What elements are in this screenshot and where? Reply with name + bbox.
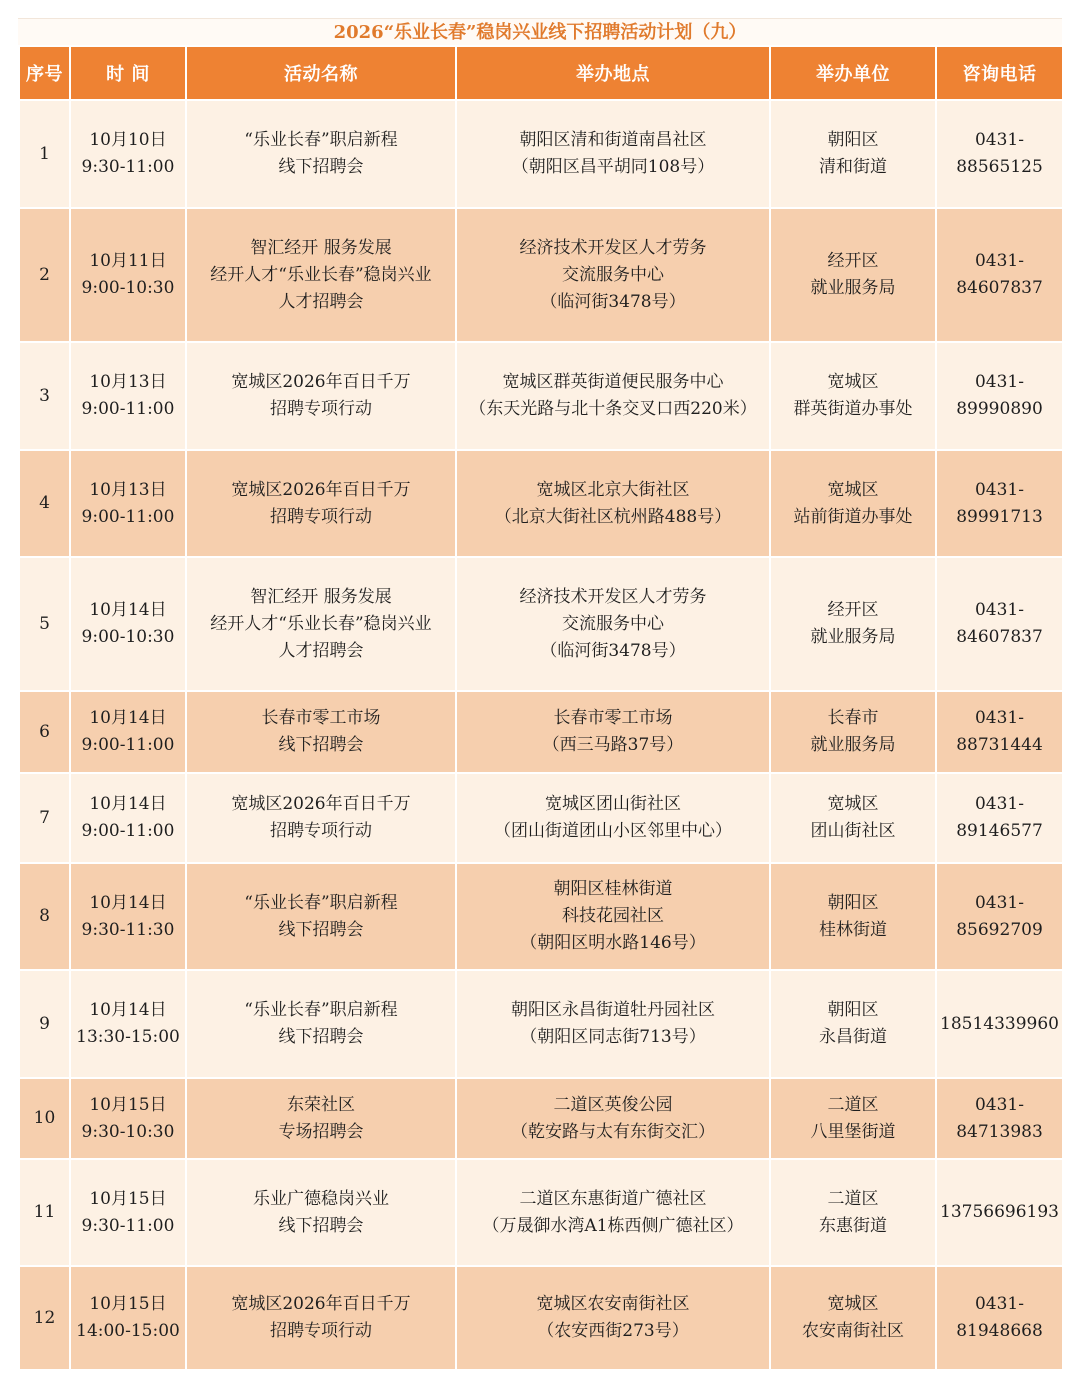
cell-organizer: 二道区 东惠街道 <box>770 1159 936 1266</box>
cell-location: 二道区东惠街道广德社区 （万晟御水湾A1栋西侧广德社区） <box>456 1159 770 1266</box>
cell-location: 宽城区群英街道便民服务中心 （东天光路与北十条交叉口西220米） <box>456 342 770 450</box>
cell-location: 宽城区农安南街社区 （农安西街273号） <box>456 1266 770 1370</box>
cell-index: 1 <box>19 100 70 208</box>
cell-index: 2 <box>19 208 70 342</box>
cell-activity-name: 宽城区2026年百日千万 招聘专项行动 <box>186 342 456 450</box>
cell-phone: 18514339960 <box>936 970 1063 1078</box>
cell-activity-name: 宽城区2026年百日千万 招聘专项行动 <box>186 1266 456 1370</box>
cell-time: 10月14日 9:00-11:00 <box>70 691 186 773</box>
cell-index: 12 <box>19 1266 70 1370</box>
cell-phone: 0431- 84607837 <box>936 557 1063 691</box>
cell-index: 10 <box>19 1078 70 1159</box>
table-row <box>19 1266 1063 1370</box>
cell-activity-name: “乐业长春”职启新程 线下招聘会 <box>186 100 456 208</box>
cell-organizer: 宽城区 站前街道办事处 <box>770 450 936 557</box>
cell-organizer: 宽城区 团山街社区 <box>770 773 936 863</box>
cell-index: 4 <box>19 450 70 557</box>
table-row <box>19 450 1063 557</box>
cell-activity-name: 东荣社区 专场招聘会 <box>186 1078 456 1159</box>
table-header <box>19 46 1063 100</box>
cell-location: 宽城区团山街社区 （团山街道团山小区邻里中心） <box>456 773 770 863</box>
table-row <box>19 100 1063 208</box>
cell-index: 11 <box>19 1159 70 1266</box>
cell-time: 10月14日 13:30-15:00 <box>70 970 186 1078</box>
header-index: 序号 <box>19 46 70 100</box>
table-row <box>19 691 1063 773</box>
table-row <box>19 1078 1063 1159</box>
cell-organizer: 经开区 就业服务局 <box>770 208 936 342</box>
cell-organizer: 宽城区 群英街道办事处 <box>770 342 936 450</box>
cell-location: 朝阳区清和街道南昌社区 （朝阳区昌平胡同108号） <box>456 100 770 208</box>
cell-activity-name: “乐业长春”职启新程 线下招聘会 <box>186 970 456 1078</box>
header-phone: 咨询电话 <box>936 46 1063 100</box>
cell-time: 10月14日 9:00-11:00 <box>70 773 186 863</box>
cell-organizer: 朝阳区 桂林街道 <box>770 863 936 970</box>
cell-phone: 0431- 88565125 <box>936 100 1063 208</box>
cell-index: 8 <box>19 863 70 970</box>
cell-time: 10月14日 9:00-10:30 <box>70 557 186 691</box>
cell-organizer: 经开区 就业服务局 <box>770 557 936 691</box>
cell-organizer: 长春市 就业服务局 <box>770 691 936 773</box>
cell-index: 3 <box>19 342 70 450</box>
cell-index: 6 <box>19 691 70 773</box>
cell-phone: 0431- 85692709 <box>936 863 1063 970</box>
cell-location: 经济技术开发区人才劳务 交流服务中心 （临河街3478号） <box>456 557 770 691</box>
cell-organizer: 宽城区 农安南街社区 <box>770 1266 936 1370</box>
table-row <box>19 342 1063 450</box>
cell-time: 10月11日 9:00-10:30 <box>70 208 186 342</box>
cell-phone: 0431- 84607837 <box>936 208 1063 342</box>
cell-phone: 0431- 89990890 <box>936 342 1063 450</box>
cell-activity-name: 宽城区2026年百日千万 招聘专项行动 <box>186 773 456 863</box>
cell-time: 10月15日 9:30-11:00 <box>70 1159 186 1266</box>
header-time: 时 间 <box>70 46 186 100</box>
cell-organizer: 朝阳区 永昌街道 <box>770 970 936 1078</box>
header-organizer: 举办单位 <box>770 46 936 100</box>
cell-phone: 0431- 89991713 <box>936 450 1063 557</box>
page-title: 2026“乐业长春”稳岗兴业线下招聘活动计划（九） <box>18 18 1062 45</box>
cell-activity-name: “乐业长春”职启新程 线下招聘会 <box>186 863 456 970</box>
cell-phone: 0431- 81948668 <box>936 1266 1063 1370</box>
cell-location: 朝阳区桂林街道 科技花园社区 （朝阳区明水路146号） <box>456 863 770 970</box>
table-row <box>19 208 1063 342</box>
cell-phone: 0431- 84713983 <box>936 1078 1063 1159</box>
cell-index: 9 <box>19 970 70 1078</box>
table-row <box>19 970 1063 1078</box>
cell-location: 经济技术开发区人才劳务 交流服务中心 （临河街3478号） <box>456 208 770 342</box>
cell-organizer: 朝阳区 清和街道 <box>770 100 936 208</box>
cell-activity-name: 智汇经开 服务发展 经开人才“乐业长春”稳岗兴业 人才招聘会 <box>186 557 456 691</box>
cell-index: 7 <box>19 773 70 863</box>
cell-location: 长春市零工市场 （西三马路37号） <box>456 691 770 773</box>
cell-phone: 0431- 89146577 <box>936 773 1063 863</box>
cell-time: 10月14日 9:30-11:30 <box>70 863 186 970</box>
cell-location: 宽城区北京大街社区 （北京大街社区杭州路488号） <box>456 450 770 557</box>
header-row <box>19 46 1063 100</box>
cell-location: 二道区英俊公园 （乾安路与太有东街交汇） <box>456 1078 770 1159</box>
cell-organizer: 二道区 八里堡街道 <box>770 1078 936 1159</box>
cell-activity-name: 宽城区2026年百日千万 招聘专项行动 <box>186 450 456 557</box>
cell-time: 10月13日 9:00-11:00 <box>70 342 186 450</box>
table-row <box>19 1159 1063 1266</box>
cell-activity-name: 长春市零工市场 线下招聘会 <box>186 691 456 773</box>
table-body <box>19 100 1063 1370</box>
cell-time: 10月13日 9:00-11:00 <box>70 450 186 557</box>
cell-location: 朝阳区永昌街道牡丹园社区 （朝阳区同志街713号） <box>456 970 770 1078</box>
cell-time: 10月10日 9:30-11:00 <box>70 100 186 208</box>
cell-index: 5 <box>19 557 70 691</box>
table-row <box>19 557 1063 691</box>
schedule-table <box>18 45 1064 1371</box>
header-location: 举办地点 <box>456 46 770 100</box>
table-row <box>19 863 1063 970</box>
cell-phone: 13756696193 <box>936 1159 1063 1266</box>
cell-time: 10月15日 9:30-10:30 <box>70 1078 186 1159</box>
cell-activity-name: 乐业广德稳岗兴业 线下招聘会 <box>186 1159 456 1266</box>
cell-phone: 0431- 88731444 <box>936 691 1063 773</box>
cell-activity-name: 智汇经开 服务发展 经开人才“乐业长春”稳岗兴业 人才招聘会 <box>186 208 456 342</box>
cell-time: 10月15日 14:00-15:00 <box>70 1266 186 1370</box>
header-activity-name: 活动名称 <box>186 46 456 100</box>
table-row <box>19 773 1063 863</box>
